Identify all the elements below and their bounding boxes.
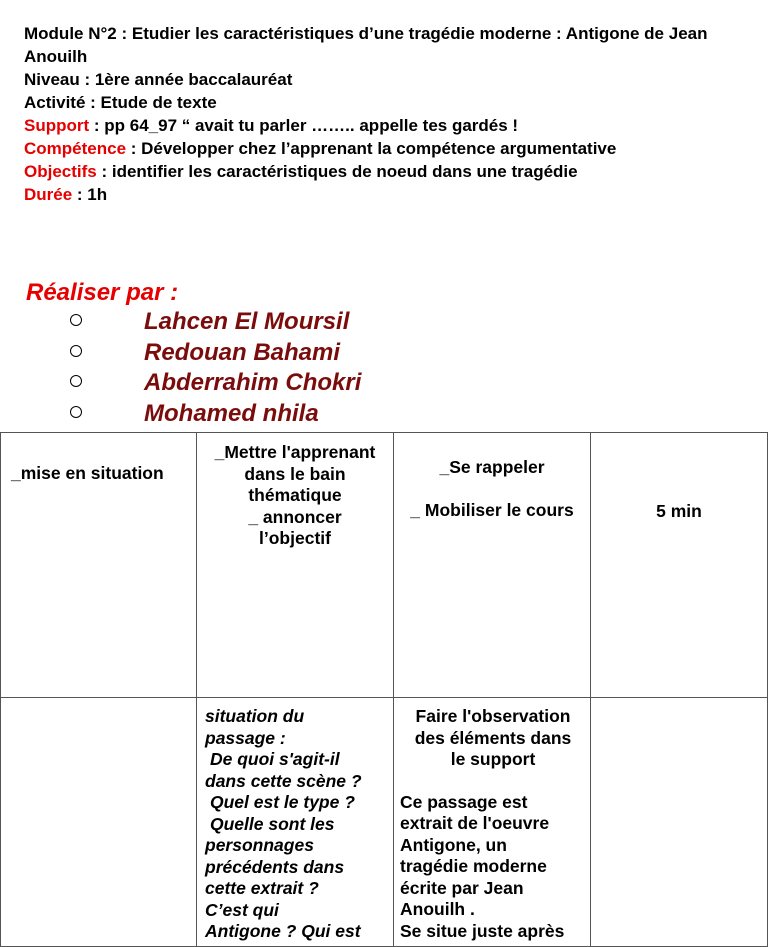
support-value: : pp 64_97 “ avait tu parler …….. appelle tes gardés ! — [89, 116, 519, 135]
cell-line: thématique — [248, 485, 342, 505]
cell-line: l’objectif — [259, 528, 331, 548]
cell-line: extrait de l'oeuvre — [400, 813, 550, 833]
duration-cell — [591, 698, 768, 947]
author-name: Abderrahim Chokri — [144, 369, 362, 396]
cell-line: Anouilh . — [400, 899, 475, 919]
objectifs-value: : identifier les caractéristiques de noeud dans une tragédie — [96, 162, 578, 181]
cell-line: _ annoncer — [248, 506, 342, 527]
bullet-icon — [70, 375, 82, 387]
cell-line: Antigone ? Qui est — [205, 921, 361, 941]
table-row — [1, 433, 768, 698]
activite-line: Activité : Etude de texte — [24, 93, 217, 112]
teacher-activity-cell — [197, 433, 394, 698]
observation-cell — [394, 698, 591, 947]
questions-cell — [197, 698, 394, 947]
module-title: Module N°2 : Etudier les caractéristiques d’une tragédie moderne : Antigone de Jean Anouilh — [24, 24, 708, 66]
table-row — [1, 698, 768, 947]
cell-line: des éléments dans — [414, 727, 572, 748]
duration-cell: 5 min — [591, 433, 768, 698]
cell-line: De quoi s'agit-il — [210, 749, 340, 769]
cell-line: tragédie moderne — [400, 856, 547, 876]
cell-line: Antigone, un — [400, 834, 507, 855]
cell-line: _Se rappeler — [439, 457, 545, 477]
objectifs-label: Objectifs — [24, 162, 97, 181]
phase-cell: _mise en situation — [1, 433, 197, 698]
cell-line: passage : — [205, 727, 286, 748]
duree-line — [24, 183, 759, 206]
competence-label: Compétence — [24, 139, 127, 158]
author-name: Lahcen El Moursil — [144, 308, 350, 335]
cell-line: Ce passage est — [400, 791, 528, 812]
cell-line: Faire l'observation — [415, 706, 571, 726]
lesson-header — [24, 22, 759, 206]
cell-line: précédents dans — [205, 856, 345, 877]
cell-line: personnages — [205, 835, 314, 855]
cell-line: Quel est le type ? — [210, 792, 355, 812]
bullet-icon — [70, 345, 82, 357]
cell-line: le support — [450, 749, 536, 769]
competence-line — [24, 137, 759, 160]
list-item — [0, 369, 768, 400]
cell-line: C’est qui — [205, 899, 279, 920]
support-label: Support — [24, 116, 90, 135]
bullet-icon — [70, 406, 82, 418]
cell-line: Quelle sont les — [210, 813, 335, 834]
list-item — [0, 308, 768, 339]
objectifs-line — [24, 160, 759, 183]
learner-activity-cell — [394, 433, 591, 698]
cell-line: _ Mobiliser le cours — [410, 499, 574, 520]
list-item — [0, 339, 768, 370]
author-list — [0, 308, 768, 430]
author-name: Redouan Bahami — [144, 338, 341, 366]
lesson-table — [0, 432, 768, 947]
cell-line: Se situe juste après — [400, 920, 565, 941]
support-line — [24, 114, 759, 137]
niveau-line: Niveau : 1ère année baccalauréat — [24, 70, 293, 89]
cell-line: cette extrait ? — [205, 878, 319, 898]
list-item — [0, 400, 768, 431]
cell-line: écrite par Jean — [400, 877, 524, 898]
duree-value: : 1h — [72, 185, 108, 204]
competence-value: : Développer chez l’apprenant la compétence argumentative — [126, 139, 617, 158]
realiser-heading: Réaliser par : — [26, 279, 179, 306]
cell-line: _Mettre l'apprenant — [214, 442, 376, 462]
cell-line: dans cette scène ? — [205, 770, 362, 791]
author-name: Mohamed nhila — [144, 399, 319, 427]
cell-line: situation du — [205, 706, 305, 726]
duree-label: Durée — [24, 185, 73, 204]
cell-line: dans le bain — [244, 463, 346, 484]
bullet-icon — [70, 314, 82, 326]
phase-cell — [1, 698, 197, 947]
